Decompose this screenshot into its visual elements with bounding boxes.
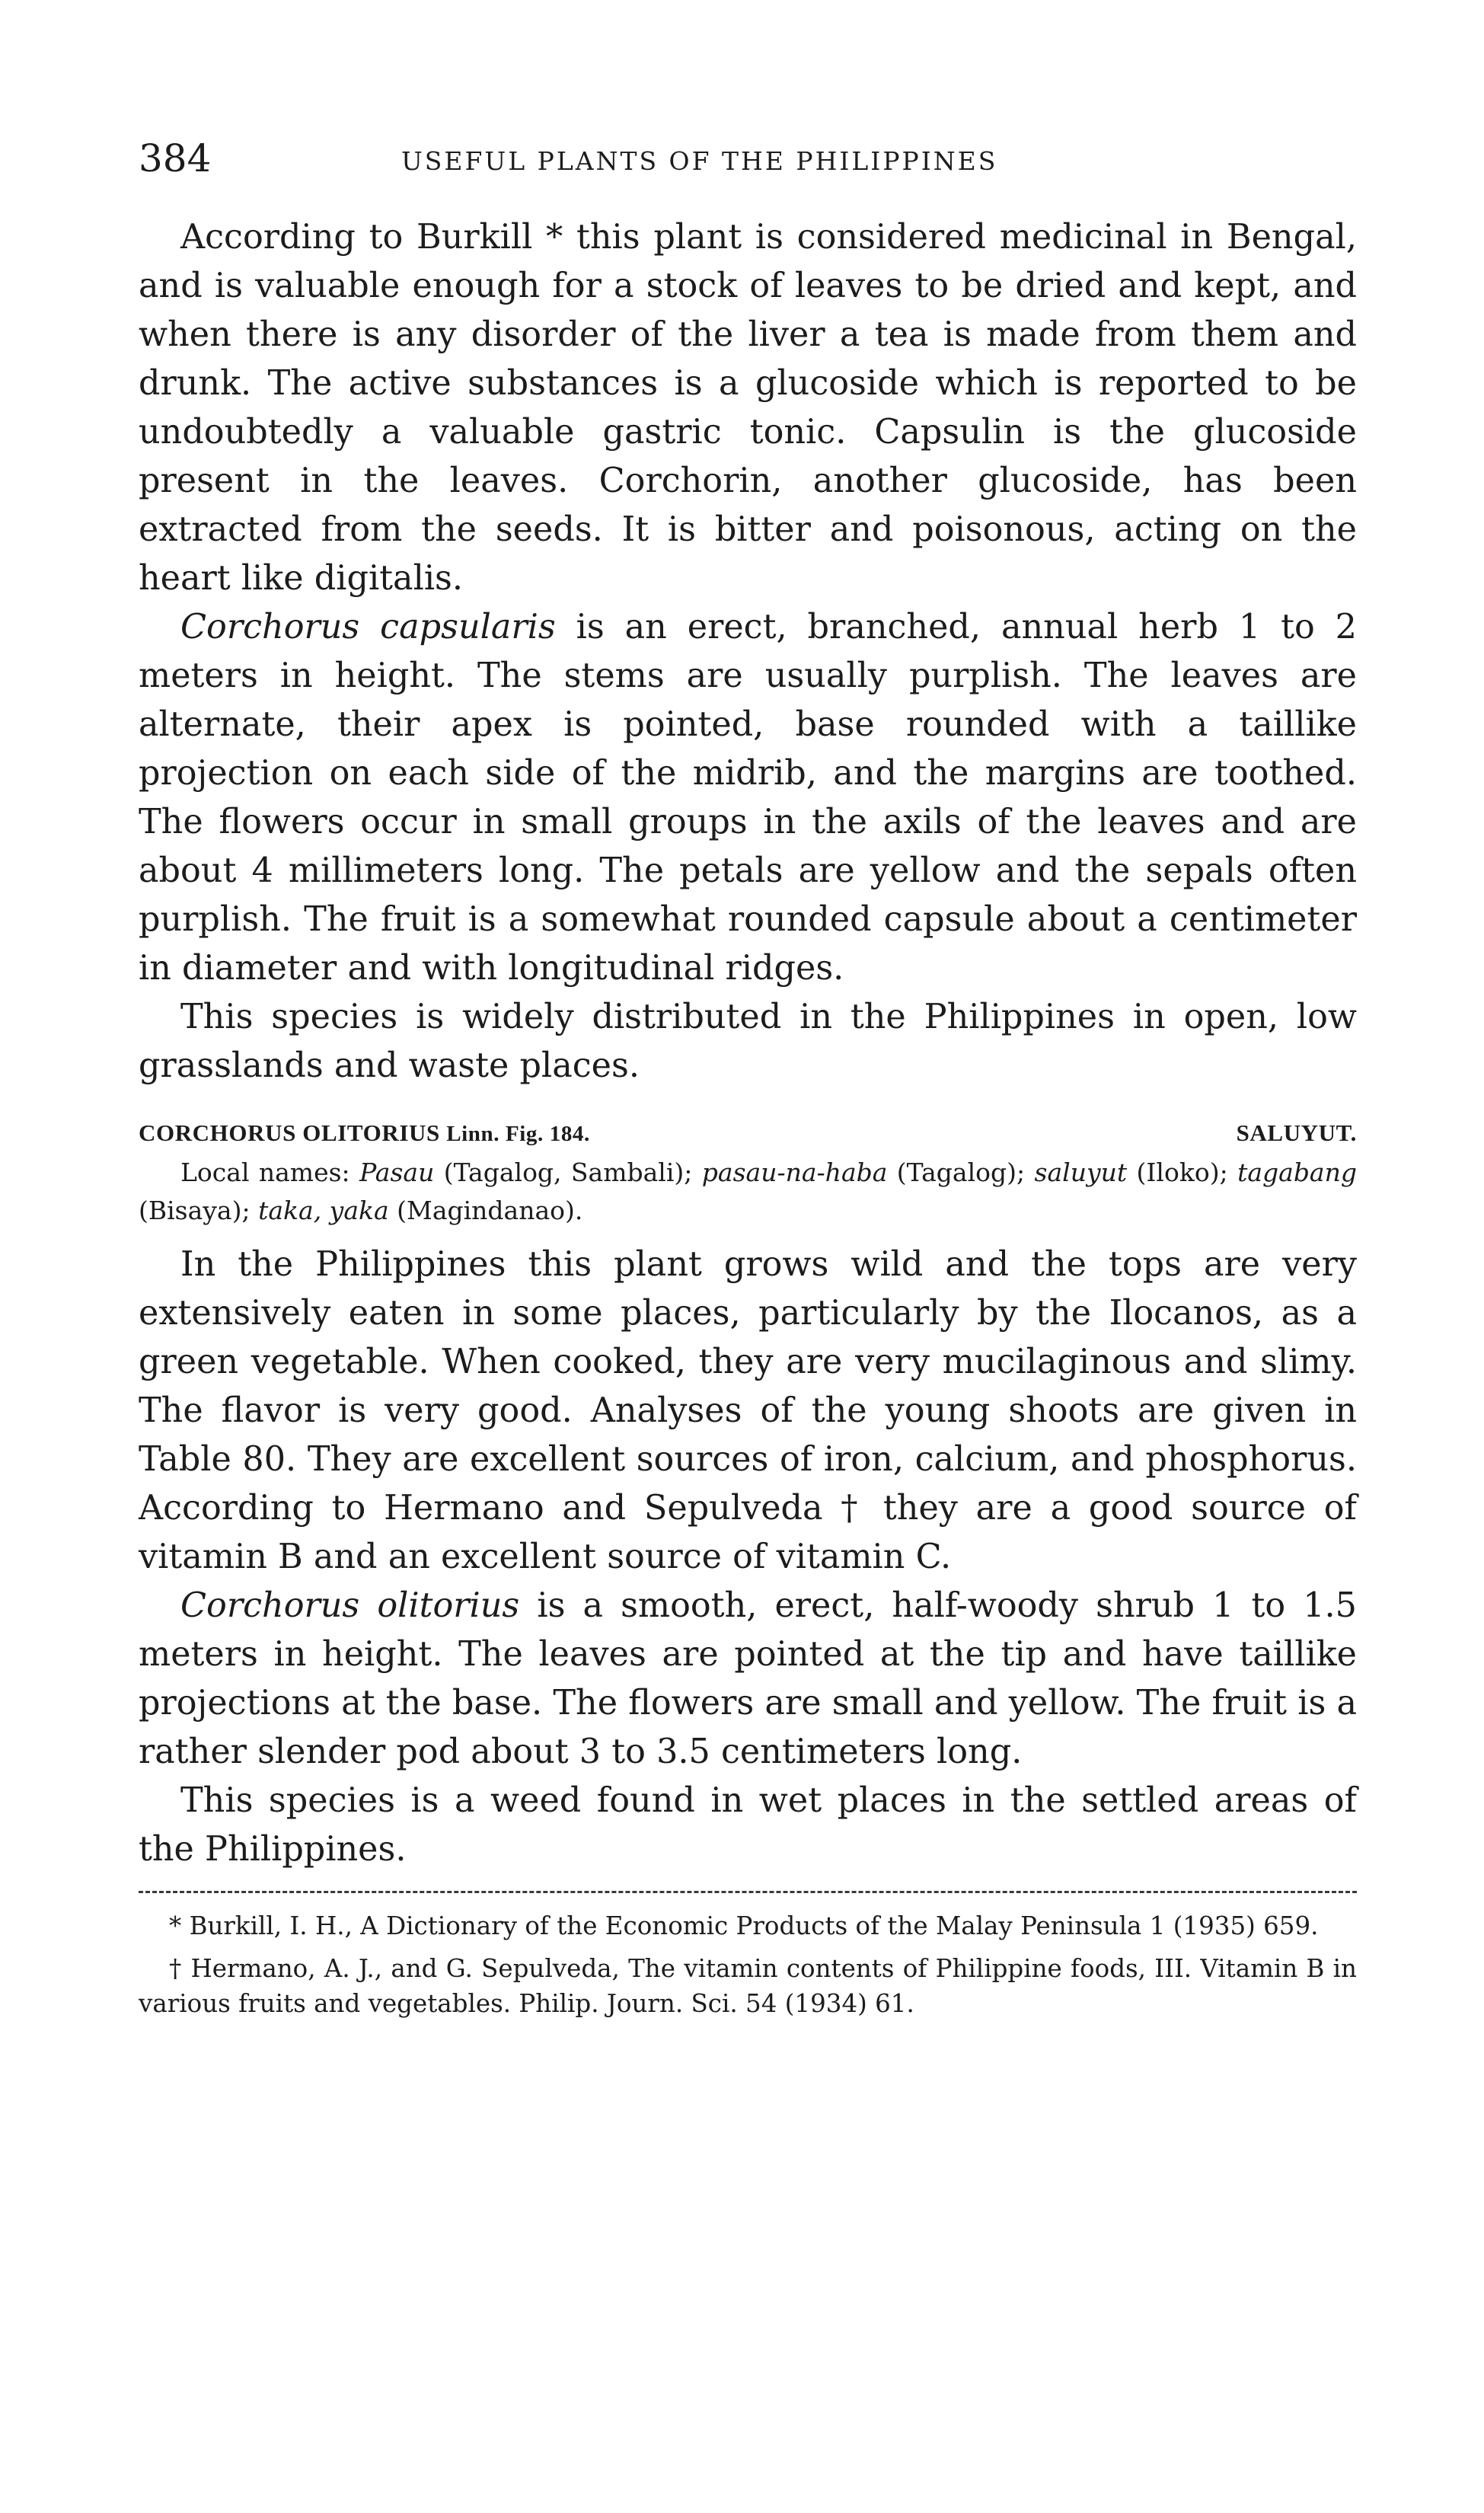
species-entry-authority: Linn. Fig. 184. (446, 1122, 590, 1146)
species-entry-name: CORCHORUS OLITORIUS (139, 1119, 440, 1146)
paragraph-burkill-medicinal: According to Burkill * this plant is considered medicinal in Bengal, and is valuable enough for a stock of leaves to be dried and kept, and when there is any disorder of the liver a tea is made from them and drunk. The active substances is a glucoside which is reported to be undoubtedly a valuable gastric tonic. Capsulin is the glucoside present in the leaves. Corchorin, another glucoside, has been extracted from the seeds. It is bitter and poisonous, acting on the heart like digitalis. (139, 218, 1357, 598)
local-name: tagabang (1237, 1158, 1357, 1187)
footnote-hermano: † Hermano, A. J., and G. Sepulveda, The vitamin contents of Philippine foods, III. Vitamin B in various fruits and vegetables. Philip. Journ. Sci. 54 (1934) 61. (139, 1954, 1357, 2018)
local-name: pasau-na-haba (701, 1158, 888, 1187)
body-text (139, 213, 1357, 1090)
paragraph-capsularis-description (139, 603, 1357, 993)
running-head: USEFUL PLANTS OF THE PHILIPPINES (401, 146, 998, 176)
olitorius-description-text: is a smooth, erect, half-woody shrub 1 to 1.5 meters in height. The leaves are pointed at the tip and have taillike projections at the base. The flowers are small and yellow. The fruit is a rather slender pod about 3 to 3.5 centimeters long. (139, 1586, 1357, 1771)
footnotes (139, 1908, 1357, 2021)
body-text-olitorius (139, 1241, 1357, 1874)
paragraph-olitorius-uses: In the Philippines this plant grows wild and the tops are very extensively eaten in some places, particularly by the Ilocanos, as a green vegetable. When cooked, they are very mucilaginous and slimy. The flavor is very good. Analyses of the young shoots are given in Table 80. They are excellent sources of iron, calcium, and phosphorus. According to Hermano and Sepulveda † they are a good source of vitamin B and an excellent source of vitamin C. (139, 1245, 1357, 1576)
local-names (139, 1154, 1357, 1230)
species-entry-left (139, 1116, 590, 1151)
local-name-language: (Bisaya); (139, 1196, 259, 1225)
footnote-divider (139, 1891, 1357, 1893)
species-name-capsularis: Corchorus capsularis (180, 608, 556, 647)
local-name-language: (Iloko); (1127, 1158, 1238, 1187)
page-number: 384 (139, 136, 212, 180)
book-page (139, 137, 1357, 2021)
footnote-burkill: * Burkill, I. H., A Dictionary of the Economic Products of the Malay Peninsula 1 (1935) 659. (169, 1911, 1319, 1940)
local-name: Pasau (359, 1158, 435, 1187)
local-name: taka, yaka (258, 1196, 389, 1225)
species-entry-common-name: SALUYUT. (1236, 1119, 1357, 1146)
species-entry-heading (139, 1116, 1357, 1151)
local-names-label: Local names: (180, 1158, 360, 1187)
paragraph-olitorius-distribution: This species is a weed found in wet places in the settled areas of the Philippines. (139, 1781, 1357, 1869)
local-name-language: (Magindanao). (388, 1196, 583, 1225)
paragraph-olitorius-description (139, 1582, 1357, 1777)
local-name-language: (Tagalog); (887, 1158, 1035, 1187)
paragraph-capsularis-distribution: This species is widely distributed in the Philippines in open, low grasslands and waste places. (139, 998, 1357, 1085)
local-name-language: (Tagalog, Sambali); (434, 1158, 702, 1187)
species-name-olitorius: Corchorus olitorius (180, 1586, 520, 1625)
local-name: saluyut (1034, 1158, 1128, 1187)
capsularis-description-text: is an erect, branched, annual herb 1 to 2 meters in height. The stems are usually purplish. The leaves are alternate, their apex is pointed, base rounded with a taillike projection on each side of the midrib, and the margins are toothed. The flowers occur in small groups in the axils of the leaves and are about 4 millimeters long. The petals are yellow and the sepals often purplish. The fruit is a somewhat rounded capsule about a centimeter in diameter and with longitudinal ridges. (139, 608, 1357, 988)
page-header (139, 137, 1357, 183)
